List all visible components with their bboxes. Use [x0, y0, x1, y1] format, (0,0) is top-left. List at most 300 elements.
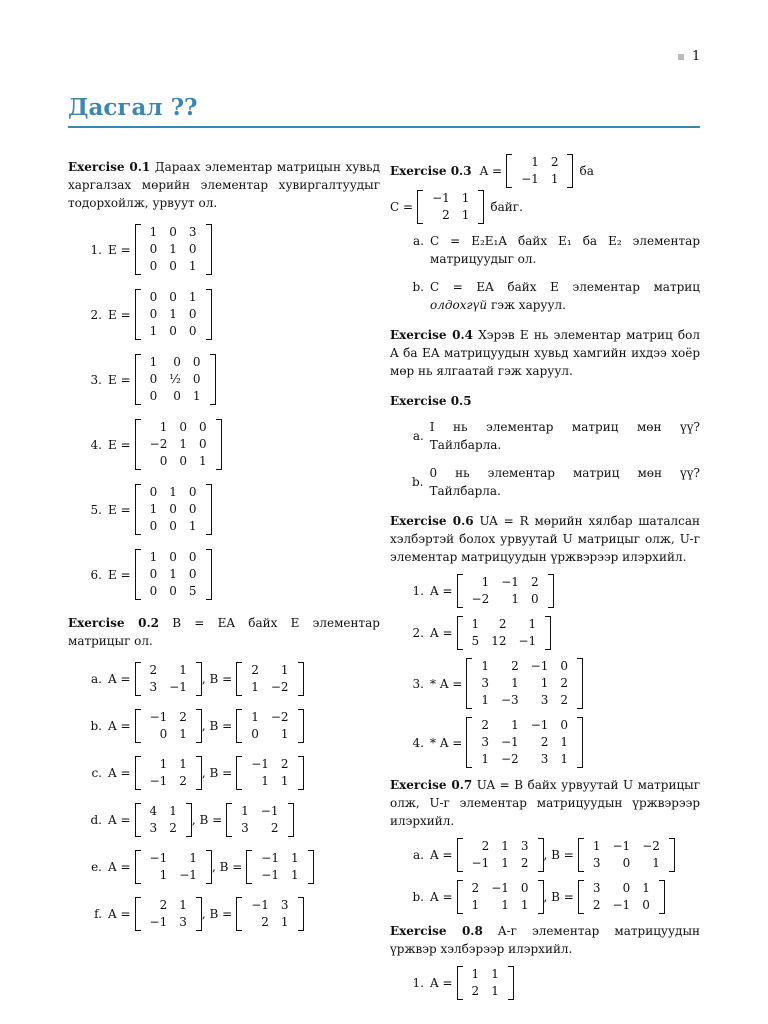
matrix-row [144, 867, 203, 884]
matrix-cell: 0 [169, 550, 177, 564]
item-label: 1. [90, 242, 102, 257]
matrix-cell: 1 [188, 259, 197, 273]
list-item [390, 880, 700, 914]
matrix-cell: 1 [531, 155, 539, 169]
matrix-row [144, 709, 193, 726]
matrix-lhs: , B = [543, 848, 574, 862]
matrix-cell: 0 [642, 898, 650, 912]
matrix-cell: 3 [188, 225, 197, 239]
matrix-cell: 0 [149, 259, 158, 273]
matrix-table [245, 709, 294, 743]
left-bracket [135, 709, 141, 743]
left-bracket [246, 850, 252, 884]
list-item [68, 662, 380, 696]
left-bracket [466, 658, 472, 709]
matrix-cell: 0 [188, 485, 197, 499]
list-item [68, 354, 380, 405]
matrix-cell: 2 [530, 575, 539, 589]
matrix-row [144, 566, 203, 583]
matrix-cell: 3 [241, 821, 249, 835]
matrix-row [144, 323, 203, 340]
matrix-cell: 1 [520, 898, 529, 912]
right-bracket [206, 549, 212, 600]
matrix-cell: 0 [520, 881, 529, 895]
matrix-cell: 0 [179, 420, 187, 434]
matrix [457, 574, 554, 608]
matrix-lhs: A = [108, 766, 131, 780]
matrix-cell: −1 [432, 191, 450, 205]
item-text: I нь элементар матриц мөн үү? Тайлбарла. [429, 420, 700, 452]
page-number [678, 49, 700, 64]
matrix-cell: −2 [471, 592, 490, 606]
right-bracket [206, 224, 212, 275]
matrix-lhs: , B = [201, 672, 233, 686]
matrix-cell: 2 [498, 617, 507, 631]
exercise-0-1-list [68, 224, 380, 600]
matrix-cell: −1 [530, 718, 549, 732]
item-label: 2. [412, 626, 424, 640]
item-label: 4. [412, 735, 424, 750]
matrix-cell: 3 [179, 915, 187, 929]
matrix-lhs: C = [390, 200, 414, 214]
matrix-cell: 1 [481, 575, 490, 589]
matrix-lhs: * A = [430, 676, 463, 691]
matrix-cell: 3 [280, 898, 289, 912]
matrix-table [144, 419, 213, 470]
matrix-lhs: A = [430, 626, 453, 640]
matrix-cell: 2 [471, 881, 480, 895]
matrix-lhs: E = [108, 502, 131, 517]
matrix [236, 709, 303, 743]
list-item [390, 418, 700, 454]
matrix-cell: 0 [188, 550, 197, 564]
matrix-cell: 2 [179, 774, 187, 788]
matrix-table [426, 190, 475, 224]
matrix-row [466, 633, 543, 650]
right-bracket [669, 838, 675, 872]
matrix-cell: 1 [560, 735, 569, 749]
matrix-cell: −1 [518, 634, 537, 648]
matrix-cell: 5 [471, 634, 480, 648]
matrix-row [245, 756, 294, 773]
matrix-table [144, 897, 193, 931]
matrix-table [515, 154, 564, 188]
matrix-cell: 1 [188, 519, 197, 533]
matrix-lhs: A = [430, 848, 453, 862]
matrix-table [466, 838, 535, 872]
list-item [390, 658, 700, 709]
right-bracket [545, 616, 551, 650]
matrix-cell: 0 [188, 324, 197, 338]
matrix-lhs: A = [108, 672, 131, 686]
matrix-cell: −1 [149, 710, 168, 724]
matrix-cell: 1 [280, 663, 289, 677]
exercise-0-7-list [390, 838, 700, 914]
list-item [390, 574, 700, 608]
matrix-row [426, 207, 475, 224]
matrix-cell: 5 [188, 584, 197, 598]
item-text-part: гэж харуул. [490, 298, 566, 312]
matrix [578, 880, 665, 914]
right-bracket [298, 756, 304, 790]
matrix-lhs: A = [430, 584, 453, 598]
list-item [68, 709, 380, 743]
matrix-cell: 1 [642, 881, 650, 895]
matrix-cell: 0 [159, 727, 168, 741]
matrix [466, 717, 583, 768]
matrix-cell: 1 [652, 856, 660, 870]
matrix-cell: 3 [520, 839, 529, 853]
matrix-cell: 1 [169, 242, 177, 256]
matrix-table [144, 354, 207, 405]
matrix-table [466, 966, 505, 1000]
exercise-text: A-г элементар матрицуудын үржвэр хэлбэрээр илэрхийл. [390, 924, 700, 956]
matrix [135, 850, 212, 884]
item-label: b. [90, 719, 102, 733]
matrix-row [144, 549, 203, 566]
matrix-cell: 1 [179, 663, 187, 677]
exercise-0-3 [390, 154, 700, 314]
matrix-lhs: A = [430, 890, 453, 904]
right-bracket [508, 966, 514, 1000]
matrix-lhs: A = [430, 976, 453, 990]
exercise-label: Exercise 0.1 [68, 160, 151, 174]
matrix-lhs: A = [108, 860, 131, 874]
left-bracket [466, 717, 472, 768]
matrix-cell: 2 [149, 663, 158, 677]
matrix-row [466, 838, 535, 855]
matrix-cell: 0 [149, 290, 158, 304]
exercise-text: UA = R мөрийн хялбар шаталсан хэлбэртэй болох урвуутай U матрицыг олж, U-г элементар матрицуудын үржвэрээр илэрхийл. [390, 514, 700, 564]
matrix-row [144, 388, 207, 405]
right-bracket [308, 850, 314, 884]
right-bracket [478, 190, 484, 224]
matrix-cell: 1 [179, 437, 187, 451]
matrix-cell: 1 [149, 225, 158, 239]
matrix-cell: 0 [192, 355, 201, 369]
matrix-row [144, 501, 203, 518]
left-bracket [226, 803, 232, 837]
matrix-cell: 1 [159, 420, 168, 434]
matrix-row [144, 241, 203, 258]
item-label: 1. [412, 584, 424, 598]
matrix [135, 224, 212, 275]
matrix-cell: 1 [550, 172, 559, 186]
exercise-0-2 [68, 614, 380, 650]
page-number-text: 1 [692, 49, 701, 64]
matrix-cell: 0 [169, 290, 177, 304]
matrix-cell: 1 [491, 967, 499, 981]
matrix-cell: 0 [169, 324, 177, 338]
page-marker [678, 54, 684, 60]
matrix-cell: 1 [280, 915, 289, 929]
matrix [135, 419, 222, 470]
matrix-table [255, 850, 304, 884]
matrix-cell: 1 [481, 752, 489, 766]
matrix-cell: 0 [173, 355, 181, 369]
left-bracket [135, 897, 141, 931]
matrix [578, 838, 675, 872]
matrix-row [466, 897, 535, 914]
matrix-cell: 1 [501, 856, 509, 870]
matrix-cell: −3 [501, 693, 519, 707]
matrix-table [245, 897, 294, 931]
right-bracket [206, 484, 212, 535]
matrix [466, 658, 583, 709]
matrix-row [587, 855, 666, 872]
item-label: 1. [412, 976, 424, 990]
matrix-row [245, 773, 294, 790]
list-item [390, 838, 700, 872]
right-bracket [298, 662, 304, 696]
matrix-cell: −1 [501, 735, 519, 749]
matrix-table [466, 574, 545, 608]
matrix-row [144, 803, 183, 820]
exercise-text: Дараах элементар матрицын хувьд харгалзах мөрийн элементар хувиргалтуудыг тодорхойлж, урвуут ол. [68, 160, 380, 210]
exercise-0-1 [68, 158, 380, 212]
matrix-lhs: , B = [211, 860, 243, 874]
list-item [390, 464, 700, 500]
matrix-cell: 1 [481, 659, 489, 673]
matrix-row [144, 258, 203, 275]
matrix-cell: −1 [261, 868, 279, 882]
matrix-cell: 0 [560, 659, 569, 673]
matrix [457, 880, 544, 914]
matrix-lhs: , B = [201, 766, 233, 780]
matrix-cell: 1 [290, 868, 299, 882]
exercise-0-8 [390, 922, 700, 958]
matrix-table [144, 224, 203, 275]
left-bracket [135, 354, 141, 405]
left-bracket [236, 756, 242, 790]
matrix-cell: −1 [530, 659, 549, 673]
matrix-row [475, 734, 574, 751]
matrix-cell: −1 [149, 915, 168, 929]
matrix-cell: 1 [261, 774, 269, 788]
matrix-cell: 12 [491, 634, 507, 648]
matrix-row [466, 966, 505, 983]
matrix-row [144, 453, 213, 470]
exercise-0-7 [390, 776, 700, 830]
matrix-row [144, 484, 203, 501]
matrix [135, 354, 216, 405]
item-label: 3. [90, 372, 102, 387]
matrix-table [144, 484, 203, 535]
exercise-0-2-list [68, 662, 380, 931]
right-bracket [206, 289, 212, 340]
matrix-row [144, 306, 203, 323]
matrix [135, 756, 202, 790]
matrix-table [466, 880, 535, 914]
matrix-cell: 2 [520, 856, 529, 870]
list-item [68, 289, 380, 340]
matrix-cell: 2 [471, 984, 480, 998]
list-item [68, 803, 380, 837]
matrix-lhs: E = [108, 567, 131, 582]
matrix-row [235, 803, 284, 820]
matrix-cell: 0 [188, 502, 197, 516]
exercise-label: Exercise 0.6 [390, 514, 474, 528]
matrix-row [475, 751, 574, 768]
matrix-cell: −1 [612, 898, 631, 912]
matrix-lhs: , B = [201, 719, 233, 733]
matrix-row [587, 897, 656, 914]
matrix-lhs: E = [108, 307, 131, 322]
matrix [246, 850, 313, 884]
matrix-cell: 3 [540, 752, 549, 766]
matrix-cell: −2 [149, 437, 168, 451]
matrix-cell: 0 [192, 372, 201, 386]
matrix-row [144, 756, 193, 773]
list-item [390, 232, 700, 268]
matrix-row [515, 171, 564, 188]
matrix [236, 662, 303, 696]
matrix-cell: 1 [192, 389, 201, 403]
matrix-table [144, 289, 203, 340]
matrix-cell: 0 [159, 454, 168, 468]
matrix-cell: 0 [251, 727, 259, 741]
matrix-lhs: A = [108, 813, 131, 827]
matrix [506, 154, 573, 188]
right-column [390, 155, 700, 1006]
matrix [135, 803, 192, 837]
list-item [68, 224, 380, 275]
matrix-cell: 2 [592, 898, 601, 912]
matrix-cell: 1 [241, 804, 249, 818]
left-bracket [457, 880, 463, 914]
exercise-0-8-list [390, 966, 700, 1000]
matrix-table [475, 717, 574, 768]
matrix-lhs: , B = [191, 813, 223, 827]
left-bracket [457, 574, 463, 608]
exercise-label: Exercise 0.8 [390, 924, 483, 938]
left-bracket [457, 616, 463, 650]
matrix-cell: 2 [560, 676, 569, 690]
matrix-cell: 1 [511, 592, 519, 606]
item-label: c. [91, 766, 102, 780]
left-bracket [417, 190, 423, 224]
matrix [135, 289, 212, 340]
matrix-cell: 2 [270, 821, 279, 835]
matrix-row [466, 855, 535, 872]
matrix-cell: 1 [159, 757, 168, 771]
matrix-cell: 1 [290, 851, 299, 865]
matrix-row [235, 820, 284, 837]
item-text-italic: олдохгүй [430, 298, 488, 312]
matrix-row [426, 190, 475, 207]
matrix [236, 897, 303, 931]
matrix-row [245, 726, 294, 743]
matrix-cell: 2 [280, 757, 289, 771]
matrix-row [144, 354, 207, 371]
matrix-table [587, 880, 656, 914]
matrix-cell: 0 [622, 856, 631, 870]
matrix-row [466, 616, 543, 633]
matrix-row [587, 880, 656, 897]
exercise-label: Exercise 0.4 [390, 328, 473, 342]
matrix-cell: 1 [501, 898, 509, 912]
matrix-cell: 0 [149, 372, 158, 386]
matrix-row [245, 914, 294, 931]
matrix-cell: 1 [471, 898, 480, 912]
matrix-cell: 2 [169, 821, 177, 835]
matrix-cell: 0 [149, 307, 158, 321]
left-bracket [135, 756, 141, 790]
matrix-cell: −1 [260, 804, 279, 818]
matrix-cell: 0 [169, 584, 177, 598]
matrix-row [475, 658, 574, 675]
matrix-cell: 0 [149, 389, 158, 403]
matrix-cell: 4 [149, 804, 158, 818]
matrix-cell: 1 [461, 191, 470, 205]
matrix-row [475, 675, 574, 692]
item-label: 2. [90, 307, 102, 322]
matrix-cell: 1 [481, 693, 489, 707]
matrix-cell: 1 [501, 839, 509, 853]
matrix-cell: 1 [280, 774, 289, 788]
matrix-table [144, 756, 193, 790]
left-bracket [135, 803, 141, 837]
left-bracket [135, 419, 141, 470]
matrix-cell: 1 [179, 898, 187, 912]
matrix-cell: 2 [481, 718, 489, 732]
matrix-cell: −1 [179, 868, 197, 882]
left-bracket [135, 662, 141, 696]
matrix-cell: 3 [149, 821, 158, 835]
item-label: a. [91, 672, 102, 686]
matrix-cell: 1 [169, 485, 177, 499]
matrix [135, 484, 212, 535]
matrix [135, 662, 202, 696]
matrix-cell: 3 [540, 693, 549, 707]
matrix-cell: 0 [188, 307, 197, 321]
matrix-cell: 0 [622, 881, 631, 895]
list-item [68, 897, 380, 931]
matrix-cell: 1 [149, 355, 158, 369]
exercise-0-6 [390, 512, 700, 566]
matrix-row [144, 850, 203, 867]
title-rule [68, 126, 700, 128]
matrix-cell: 2 [159, 898, 168, 912]
matrix [457, 616, 552, 650]
matrix-lhs: A = [479, 164, 503, 178]
left-bracket [135, 850, 141, 884]
matrix-cell: −1 [169, 680, 187, 694]
item-label: 5. [90, 502, 102, 517]
left-column [68, 158, 380, 944]
matrix-row [144, 518, 203, 535]
matrix-cell: 0 [149, 242, 158, 256]
matrix-cell: 2 [251, 663, 259, 677]
matrix-cell: 2 [261, 915, 269, 929]
matrix-row [475, 692, 574, 709]
list-item [68, 756, 380, 790]
exercise-text: B = EA байх E элементар матрицыг ол. [68, 616, 380, 648]
matrix-cell: 0 [169, 502, 177, 516]
list-item [68, 850, 380, 884]
matrix [135, 897, 202, 931]
matrix-cell: −2 [501, 752, 519, 766]
matrix-cell: 0 [179, 454, 187, 468]
matrix-row [144, 914, 193, 931]
left-bracket [457, 838, 463, 872]
matrix-cell: 1 [149, 324, 158, 338]
list-item [390, 278, 700, 314]
matrix-table [475, 658, 574, 709]
matrix-cell: 0 [169, 259, 177, 273]
matrix-table [245, 662, 294, 696]
matrix-cell: 0 [198, 420, 207, 434]
